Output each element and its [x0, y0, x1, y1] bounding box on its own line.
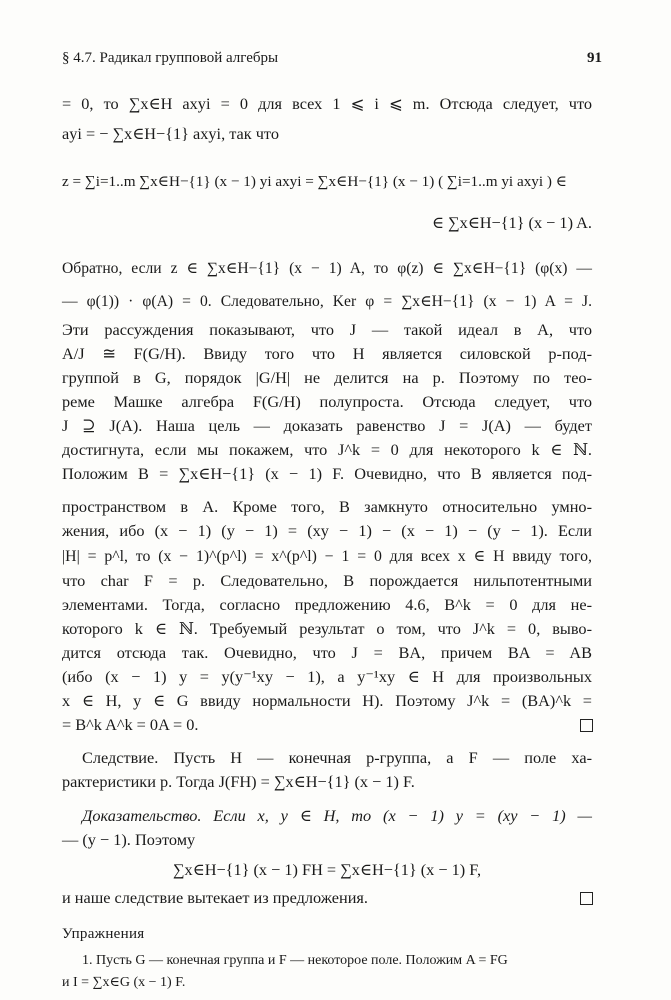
- proof-formula: ∑x∈H−{1} (x − 1) FH = ∑x∈H−{1} (x − 1) F,: [172, 860, 482, 879]
- text-line: x ∈ H, y ∈ G ввиду нормальности H). Поэтому J^k = (BA)^k =: [62, 691, 592, 710]
- proof-line: Доказательство. Если x, y ∈ H, то (x − 1) y = (xy − 1) —: [82, 806, 592, 825]
- text-line: J ⊇ J(A). Наша цель — доказать равенство J = J(A) — будет: [62, 416, 592, 435]
- corollary-line: Следствие. Пусть H — конечная p-группа, а F — поле ха-: [82, 748, 592, 767]
- text-line: достигнута, если мы покажем, что J^k = 0 для некоторого k ∈ ℕ.: [62, 440, 592, 459]
- formula-line: ∈ ∑x∈H−{1} (x − 1) A.: [431, 213, 592, 232]
- text-line: жения, ибо (x − 1) (y − 1) = (xy − 1) − (x − 1) − (y − 1). Если: [62, 521, 592, 540]
- text-line: A/J ≅ F(G/H). Ввиду того что H является силовской p-под-: [62, 344, 592, 363]
- text-line: Положим B = ∑x∈H−{1} (x − 1) F. Очевидно, что B является под-: [62, 464, 592, 483]
- header-title: § 4.7. Радикал групповой алгебры: [62, 50, 279, 66]
- text-line: дится отсюда так. Очевидно, что J = BA, причем BA = AB: [62, 643, 592, 662]
- proof-line: и наше следствие вытекает из предложения.: [62, 888, 368, 907]
- text-line: — φ(1)) · φ(A) = 0. Следовательно, Ker φ = ∑x∈H−{1} (x − 1) A = J.: [62, 293, 592, 310]
- text-line: группой в G, порядок |G/H| не делится на p. Поэтому по тео-: [62, 368, 592, 387]
- qed-square: [580, 892, 593, 905]
- corollary-line: рактеристики p. Тогда J(FH) = ∑x∈H−{1} (x − 1) F.: [62, 772, 415, 791]
- text-line: пространством в A. Кроме того, B замкнуто относительно умно-: [62, 497, 592, 516]
- text-line: реме Машке алгебра F(G/H) полупроста. Отсюда следует, что: [62, 392, 592, 411]
- text-line: Обратно, если z ∈ ∑x∈H−{1} (x − 1) A, то φ(z) ∈ ∑x∈H−{1} (φ(x) —: [62, 260, 592, 277]
- running-header: [62, 50, 602, 67]
- qed-square: [580, 719, 593, 732]
- text-line: которого k ∈ ℕ. Требуемый результат о том, что J^k = 0, выво-: [62, 619, 592, 638]
- text-line: = B^k A^k = 0A = 0.: [62, 715, 199, 734]
- proof-line: — (y − 1). Поэтому: [62, 830, 196, 849]
- text-line: = 0, то ∑x∈H axyi = 0 для всех 1 ⩽ i ⩽ m. Отсюда следует, что: [62, 94, 592, 113]
- text-line: (ибо (x − 1) y = y(y⁻¹xy − 1), а y⁻¹xy ∈ H для произвольных: [62, 667, 592, 686]
- text-line: что char F = p. Следовательно, B порождается нильпотентными: [62, 571, 592, 590]
- exercise-line: и I = ∑x∈G (x − 1) F.: [62, 975, 186, 990]
- text-line: элементами. Тогда, согласно предложению 4.6, B^k = 0 для не-: [62, 595, 592, 614]
- text-line: |H| = p^l, то (x − 1)^(p^l) = x^(p^l) − 1 = 0 для всех x ∈ H ввиду того,: [62, 548, 592, 565]
- page-number: 91: [587, 50, 602, 66]
- exercise-line: 1. Пусть G — конечная группа и F — некоторое поле. Положим A = FG: [82, 953, 508, 968]
- exercises-heading: Упражнения: [62, 926, 145, 942]
- text-line: Эти рассуждения показывают, что J — такой идеал в A, что: [62, 320, 592, 339]
- formula-line: z = ∑i=1..m ∑x∈H−{1} (x − 1) yi axyi = ∑x∈H−{1} (x − 1) ( ∑i=1..m yi axyi ) ∈: [62, 173, 567, 190]
- text-line: ayi = − ∑x∈H−{1} axyi, так что: [62, 124, 279, 143]
